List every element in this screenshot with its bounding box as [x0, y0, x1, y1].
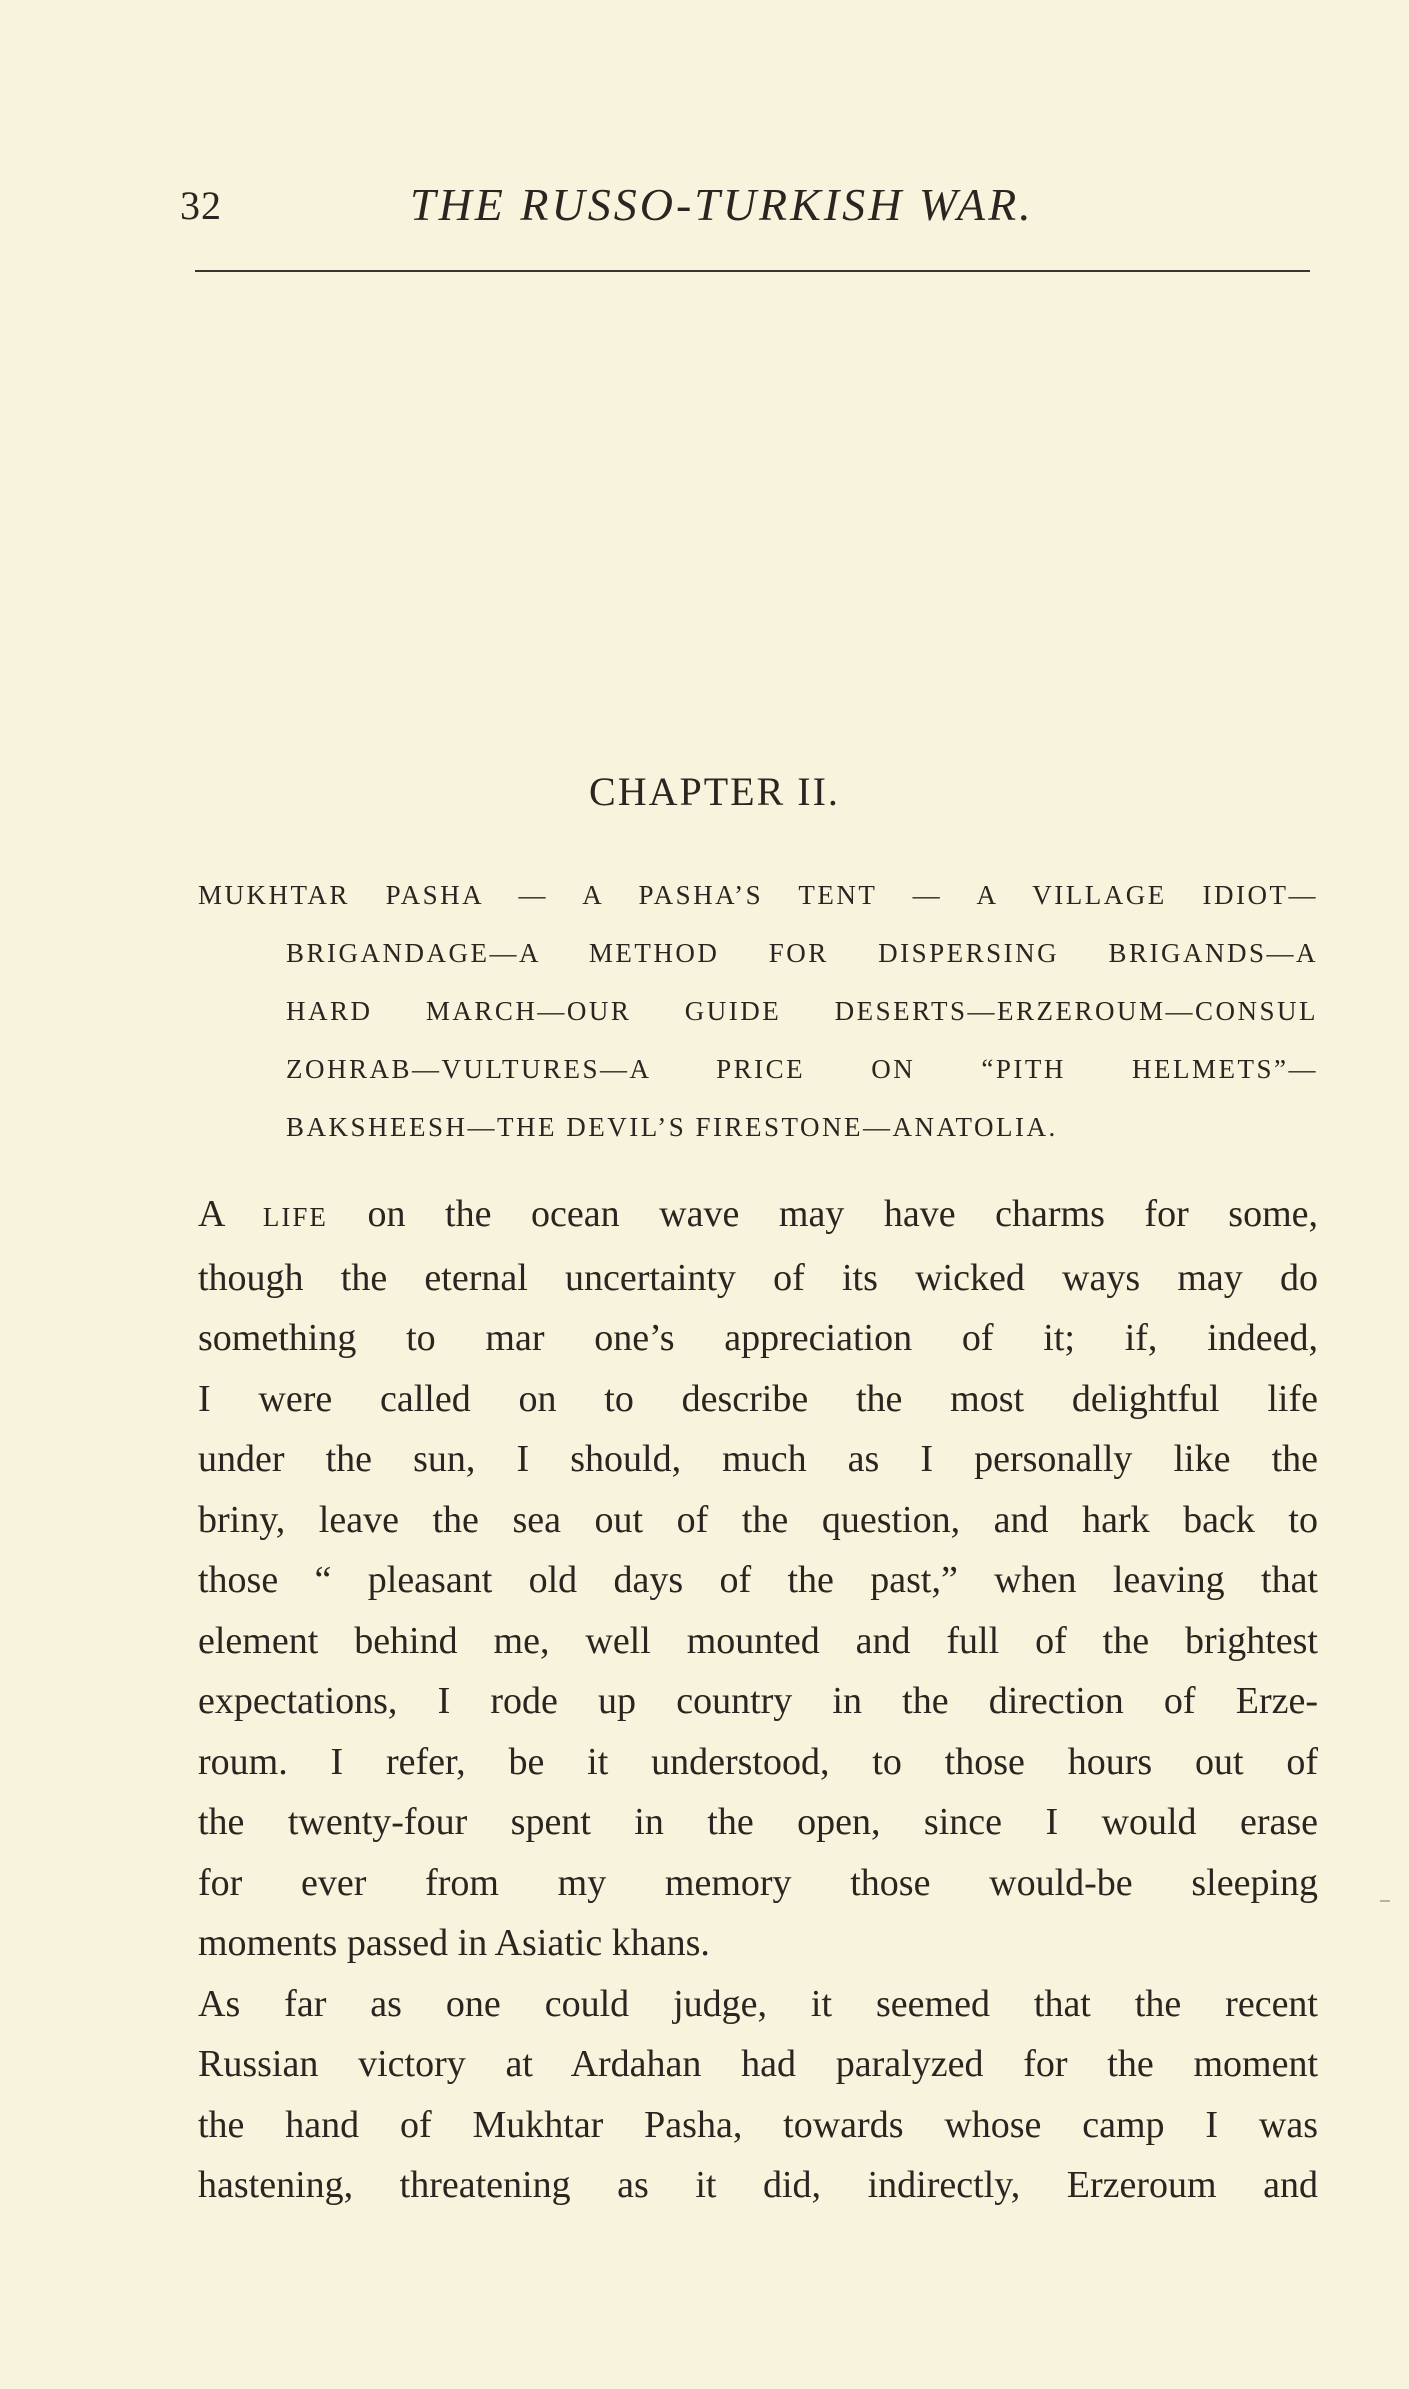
chapter-synopsis — [198, 866, 1318, 1156]
opening-word: A — [198, 1193, 224, 1235]
page-number: 32 — [180, 183, 222, 228]
text-line: the twenty-four spent in the open, since I would erase — [198, 1801, 1318, 1843]
header-rule — [195, 270, 1310, 272]
text-line: briny, leave the sea out of the question, and hark back to — [198, 1498, 1318, 1541]
synopsis-line: MUKHTAR PASHA — A PASHA’S TENT — A VILLAGE IDIOT— — [198, 880, 1318, 910]
running-title: THE RUSSO-TURKISH WAR. — [410, 179, 1034, 230]
paragraph-2-line: Russian victory at Ardahan had paralyzed for the moment — [198, 2043, 1318, 2085]
text-line: expectations, I rode up country in the direction of Erze- — [198, 1680, 1318, 1722]
paragraph-2-line: As far as one could judge, it seemed that the recent — [198, 1982, 1318, 2025]
text-line: for ever from my memory those would-be sleeping — [198, 1861, 1318, 1904]
margin-mark — [1380, 1900, 1390, 1902]
text-line: roum. I refer, be it understood, to those hours out of — [198, 1740, 1318, 1783]
paragraph-2-line: hastening, threatening as it did, indirectly, Erzeroum and — [198, 2164, 1318, 2206]
synopsis-line: BAKSHEESH—THE DEVIL’S FIRESTONE—ANATOLIA. — [286, 1112, 1058, 1142]
synopsis-line: ZOHRAB—VULTURES—A PRICE ON “PITH HELMETS”— — [286, 1054, 1318, 1084]
text-line: though the eternal uncertainty of its wicked ways may do — [198, 1256, 1318, 1299]
opening-line-rest: on the ocean wave may have charms for some, — [327, 1193, 1319, 1235]
opening-smallcaps: LIFE — [262, 1202, 328, 1232]
text-line: something to mar one’s appreciation of it; if, indeed, — [198, 1317, 1318, 1359]
paragraph-opening-line — [198, 1184, 1318, 1248]
text-line: moments passed in Asiatic khans. — [198, 1922, 710, 1964]
text-line: I were called on to describe the most delightful life — [198, 1377, 1318, 1420]
paragraph-2-line: the hand of Mukhtar Pasha, towards whose camp I was — [198, 2103, 1318, 2146]
body-text — [198, 1184, 1318, 2216]
text-line: element behind me, well mounted and full of the brightest — [198, 1619, 1318, 1662]
synopsis-line: HARD MARCH—OUR GUIDE DESERTS—ERZEROUM—CONSUL — [286, 996, 1318, 1026]
text-line: those “ pleasant old days of the past,” when leaving that — [198, 1559, 1318, 1601]
text-line: under the sun, I should, much as I personally like the — [198, 1438, 1318, 1480]
synopsis-line: BRIGANDAGE—A METHOD FOR DISPERSING BRIGANDS—A — [286, 938, 1318, 968]
chapter-title: CHAPTER II. — [589, 769, 840, 814]
